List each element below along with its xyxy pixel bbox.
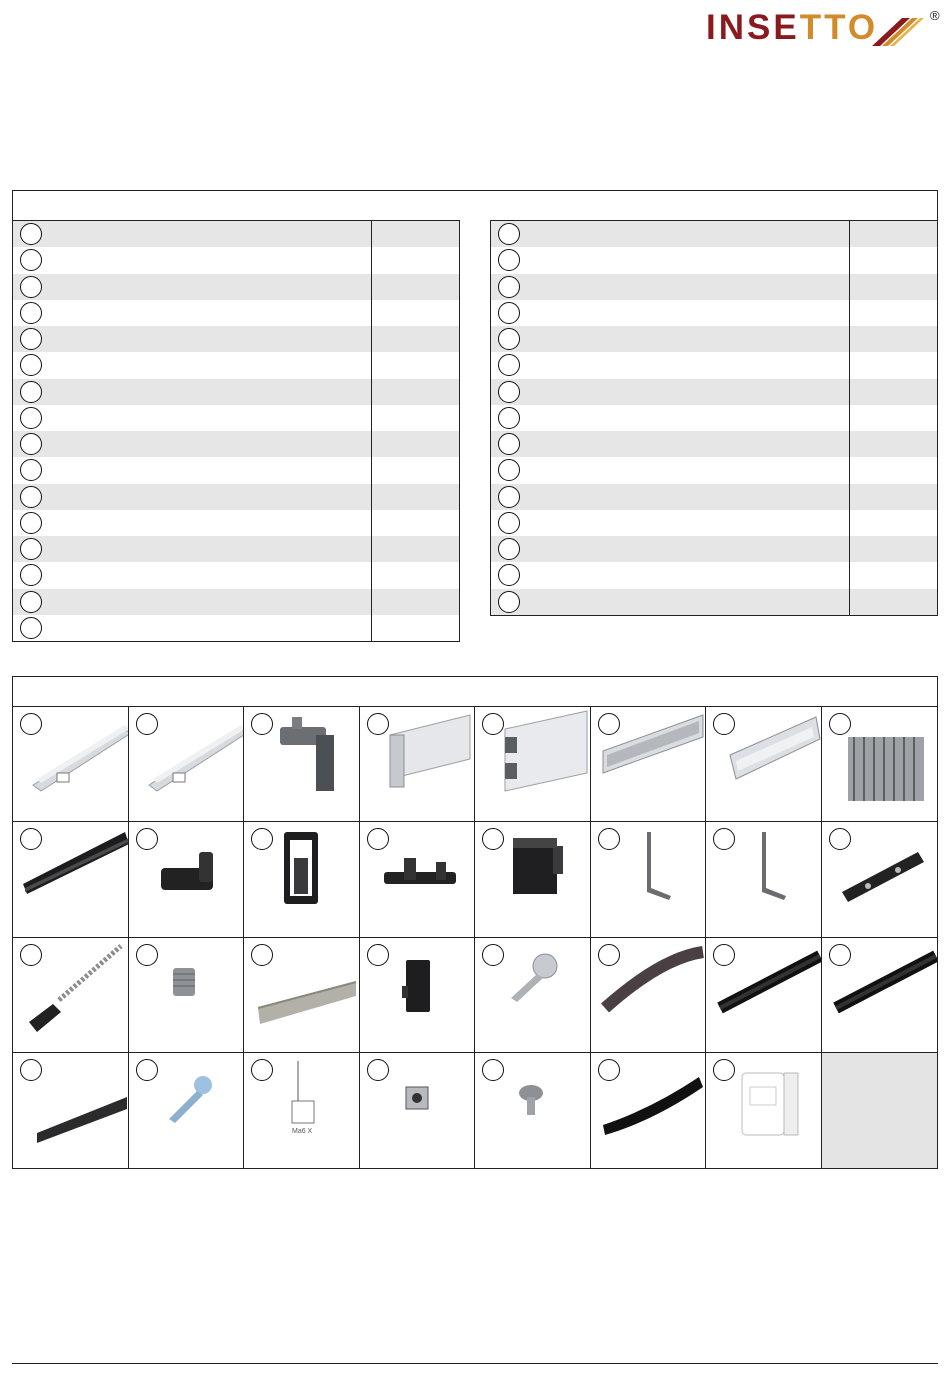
part-name-cell xyxy=(13,300,371,326)
part-qty-cell xyxy=(371,431,459,457)
connector-icon xyxy=(822,822,937,937)
part-number-circle xyxy=(498,591,520,613)
part-number-circle xyxy=(498,354,520,376)
part-number-circle xyxy=(498,407,520,429)
part-cell xyxy=(591,1053,707,1168)
seal-strip-icon xyxy=(13,1053,128,1168)
part-name-cell xyxy=(13,457,371,483)
countersunk-screw-icon xyxy=(129,1053,244,1168)
part-cell xyxy=(360,938,476,1053)
part-number-circle xyxy=(20,512,42,534)
part-name-cell xyxy=(13,536,371,562)
list-item xyxy=(13,221,459,247)
part-cell xyxy=(360,1053,476,1168)
empty-cell xyxy=(822,1053,938,1168)
part-qty-cell xyxy=(849,405,937,431)
list-item xyxy=(491,247,937,273)
part-cell xyxy=(822,822,938,937)
part-name-cell xyxy=(13,352,371,378)
list-item xyxy=(13,352,459,378)
footer-divider xyxy=(12,1363,938,1364)
part-cell xyxy=(244,822,360,937)
part-cell xyxy=(475,938,591,1053)
part-name-cell xyxy=(491,589,849,615)
part-number-circle xyxy=(498,538,520,560)
part-number-circle xyxy=(20,538,42,560)
part-cell xyxy=(706,822,822,937)
cap-plate-icon xyxy=(475,822,590,937)
part-number-circle xyxy=(498,249,520,271)
black-tape-icon xyxy=(591,1053,706,1168)
part-cell xyxy=(13,938,129,1053)
part-name-cell xyxy=(491,431,849,457)
part-name-cell xyxy=(13,615,371,641)
part-cell xyxy=(129,938,245,1053)
part-number-circle xyxy=(20,223,42,245)
aluminium-profile-icon xyxy=(13,707,128,822)
part-cell xyxy=(244,938,360,1053)
grub-screw-icon xyxy=(129,938,244,1053)
list-item xyxy=(13,300,459,326)
part-qty-cell xyxy=(849,431,937,457)
spring-connector-icon xyxy=(13,938,128,1053)
part-qty-cell xyxy=(371,457,459,483)
part-qty-cell xyxy=(371,352,459,378)
double-profile-icon xyxy=(475,707,590,822)
part-name-cell xyxy=(13,274,371,300)
parts-list-header xyxy=(12,190,938,220)
part-name-cell xyxy=(13,405,371,431)
part-number-circle xyxy=(20,564,42,586)
list-item xyxy=(491,326,937,352)
drill-guide-icon xyxy=(244,1053,359,1168)
part-number-circle xyxy=(498,459,520,481)
part-cell xyxy=(129,1053,245,1168)
part-qty-cell xyxy=(371,562,459,588)
part-cell xyxy=(13,822,129,937)
part-number-circle xyxy=(498,512,520,534)
part-name-cell xyxy=(491,274,849,300)
channel-profile-icon xyxy=(706,707,821,822)
part-qty-cell xyxy=(371,274,459,300)
parts-grid-header xyxy=(12,676,938,706)
list-item xyxy=(491,562,937,588)
part-number-circle xyxy=(20,486,42,508)
part-number-circle xyxy=(498,381,520,403)
guide-clip-icon xyxy=(244,822,359,937)
part-number-circle xyxy=(498,276,520,298)
part-number-circle xyxy=(20,249,42,271)
drill-guide-label: Ma6 X xyxy=(292,1127,313,1135)
list-item xyxy=(13,274,459,300)
part-qty-cell xyxy=(371,510,459,536)
part-number-circle xyxy=(498,302,520,324)
list-item xyxy=(491,589,937,615)
part-cell xyxy=(129,707,245,822)
part-qty-cell xyxy=(371,221,459,247)
part-qty-cell xyxy=(371,589,459,615)
part-name-cell xyxy=(491,405,849,431)
part-name-cell xyxy=(491,536,849,562)
part-cell xyxy=(591,822,707,937)
allen-key-icon xyxy=(706,822,821,937)
parts-list-left xyxy=(12,220,460,642)
part-name-cell xyxy=(13,431,371,457)
part-cell xyxy=(129,822,245,937)
part-number-circle xyxy=(20,459,42,481)
brush-strip-icon xyxy=(244,938,359,1053)
part-qty-cell xyxy=(849,589,937,615)
part-qty-cell xyxy=(371,405,459,431)
part-number-circle xyxy=(498,328,520,350)
part-qty-cell xyxy=(849,247,937,273)
parts-list-right xyxy=(490,220,938,616)
part-name-cell xyxy=(491,326,849,352)
list-item xyxy=(13,431,459,457)
part-qty-cell xyxy=(849,457,937,483)
part-number-circle xyxy=(20,617,42,639)
part-cell xyxy=(822,707,938,822)
list-item xyxy=(13,536,459,562)
list-item xyxy=(491,405,937,431)
list-item xyxy=(491,274,937,300)
part-qty-cell xyxy=(371,326,459,352)
black-rail-icon xyxy=(13,822,128,937)
list-item xyxy=(491,536,937,562)
list-item xyxy=(491,457,937,483)
list-item xyxy=(491,510,937,536)
part-name-cell xyxy=(13,562,371,588)
list-item xyxy=(491,221,937,247)
list-item xyxy=(491,431,937,457)
part-name-cell xyxy=(491,352,849,378)
list-item xyxy=(13,615,459,641)
part-qty-cell xyxy=(371,247,459,273)
part-number-circle xyxy=(20,591,42,613)
part-number-circle xyxy=(20,328,42,350)
guide-block-icon xyxy=(360,938,475,1053)
rubber-seal-icon xyxy=(706,938,821,1053)
registered-mark: ® xyxy=(930,8,940,23)
rubber-seal-icon xyxy=(822,938,937,1053)
part-qty-cell xyxy=(849,484,937,510)
part-cell xyxy=(822,938,938,1053)
list-item xyxy=(491,379,937,405)
part-qty-cell xyxy=(849,510,937,536)
part-name-cell xyxy=(491,484,849,510)
part-name-cell xyxy=(13,221,371,247)
part-name-cell xyxy=(13,247,371,273)
part-name-cell xyxy=(13,326,371,352)
part-cell xyxy=(244,707,360,822)
logo-swoosh-icon xyxy=(868,14,928,48)
part-number-circle xyxy=(498,433,520,455)
part-cell xyxy=(706,1053,822,1168)
list-item xyxy=(13,562,459,588)
allen-key-icon xyxy=(591,822,706,937)
part-qty-cell xyxy=(849,221,937,247)
part-number-circle xyxy=(498,486,520,508)
part-number-circle xyxy=(20,433,42,455)
part-cell xyxy=(360,707,476,822)
part-name-cell xyxy=(491,457,849,483)
part-cell xyxy=(13,707,129,822)
handle-icon xyxy=(706,1053,821,1168)
brand-logo xyxy=(706,6,946,50)
list-item xyxy=(13,484,459,510)
list-item xyxy=(13,405,459,431)
mesh-net-icon xyxy=(822,707,937,822)
part-cell xyxy=(706,707,822,822)
part-name-cell xyxy=(491,562,849,588)
part-number-circle xyxy=(20,407,42,429)
part-number-circle xyxy=(498,564,520,586)
list-item xyxy=(13,326,459,352)
part-qty-cell xyxy=(849,536,937,562)
part-cell xyxy=(360,822,476,937)
part-qty-cell xyxy=(849,352,937,378)
part-qty-cell xyxy=(849,379,937,405)
part-name-cell xyxy=(491,247,849,273)
part-cell xyxy=(475,822,591,937)
part-name-cell xyxy=(491,379,849,405)
part-number-circle xyxy=(20,302,42,324)
part-qty-cell xyxy=(849,300,937,326)
part-qty-cell xyxy=(371,536,459,562)
part-number-circle xyxy=(20,381,42,403)
part-qty-cell xyxy=(371,484,459,510)
part-qty-cell xyxy=(371,379,459,405)
list-item xyxy=(491,352,937,378)
part-number-circle xyxy=(20,354,42,376)
part-number-circle xyxy=(498,223,520,245)
box-profile-icon xyxy=(360,707,475,822)
part-qty-cell xyxy=(371,615,459,641)
part-qty-cell xyxy=(849,274,937,300)
gasket-icon xyxy=(591,938,706,1053)
part-name-cell xyxy=(13,589,371,615)
part-cell xyxy=(591,938,707,1053)
part-cell xyxy=(475,1053,591,1168)
part-qty-cell xyxy=(371,300,459,326)
part-name-cell xyxy=(13,484,371,510)
self-tapping-screw-icon xyxy=(475,938,590,1053)
list-item xyxy=(13,247,459,273)
part-cell xyxy=(13,1053,129,1168)
brand-wordmark: INSETTO xyxy=(706,8,879,47)
list-item xyxy=(491,484,937,510)
end-cap-icon xyxy=(129,822,244,937)
corner-bracket-icon xyxy=(244,707,359,822)
parts-grid xyxy=(12,706,938,1169)
list-item xyxy=(13,510,459,536)
list-item xyxy=(491,300,937,326)
part-qty-cell xyxy=(849,562,937,588)
part-cell xyxy=(706,938,822,1053)
part-name-cell xyxy=(491,510,849,536)
list-item xyxy=(13,457,459,483)
part-cell xyxy=(591,707,707,822)
part-cell xyxy=(475,707,591,822)
square-nut-icon xyxy=(360,1053,475,1168)
list-item xyxy=(13,379,459,405)
aluminium-profile-icon xyxy=(129,707,244,822)
part-name-cell xyxy=(491,221,849,247)
rail-profile-icon xyxy=(591,707,706,822)
part-name-cell xyxy=(13,510,371,536)
part-qty-cell xyxy=(849,326,937,352)
part-name-cell xyxy=(491,300,849,326)
part-cell xyxy=(244,1053,360,1168)
part-number-circle xyxy=(20,276,42,298)
slider-icon xyxy=(360,822,475,937)
part-name-cell xyxy=(13,379,371,405)
list-item xyxy=(13,589,459,615)
button-screw-icon xyxy=(475,1053,590,1168)
